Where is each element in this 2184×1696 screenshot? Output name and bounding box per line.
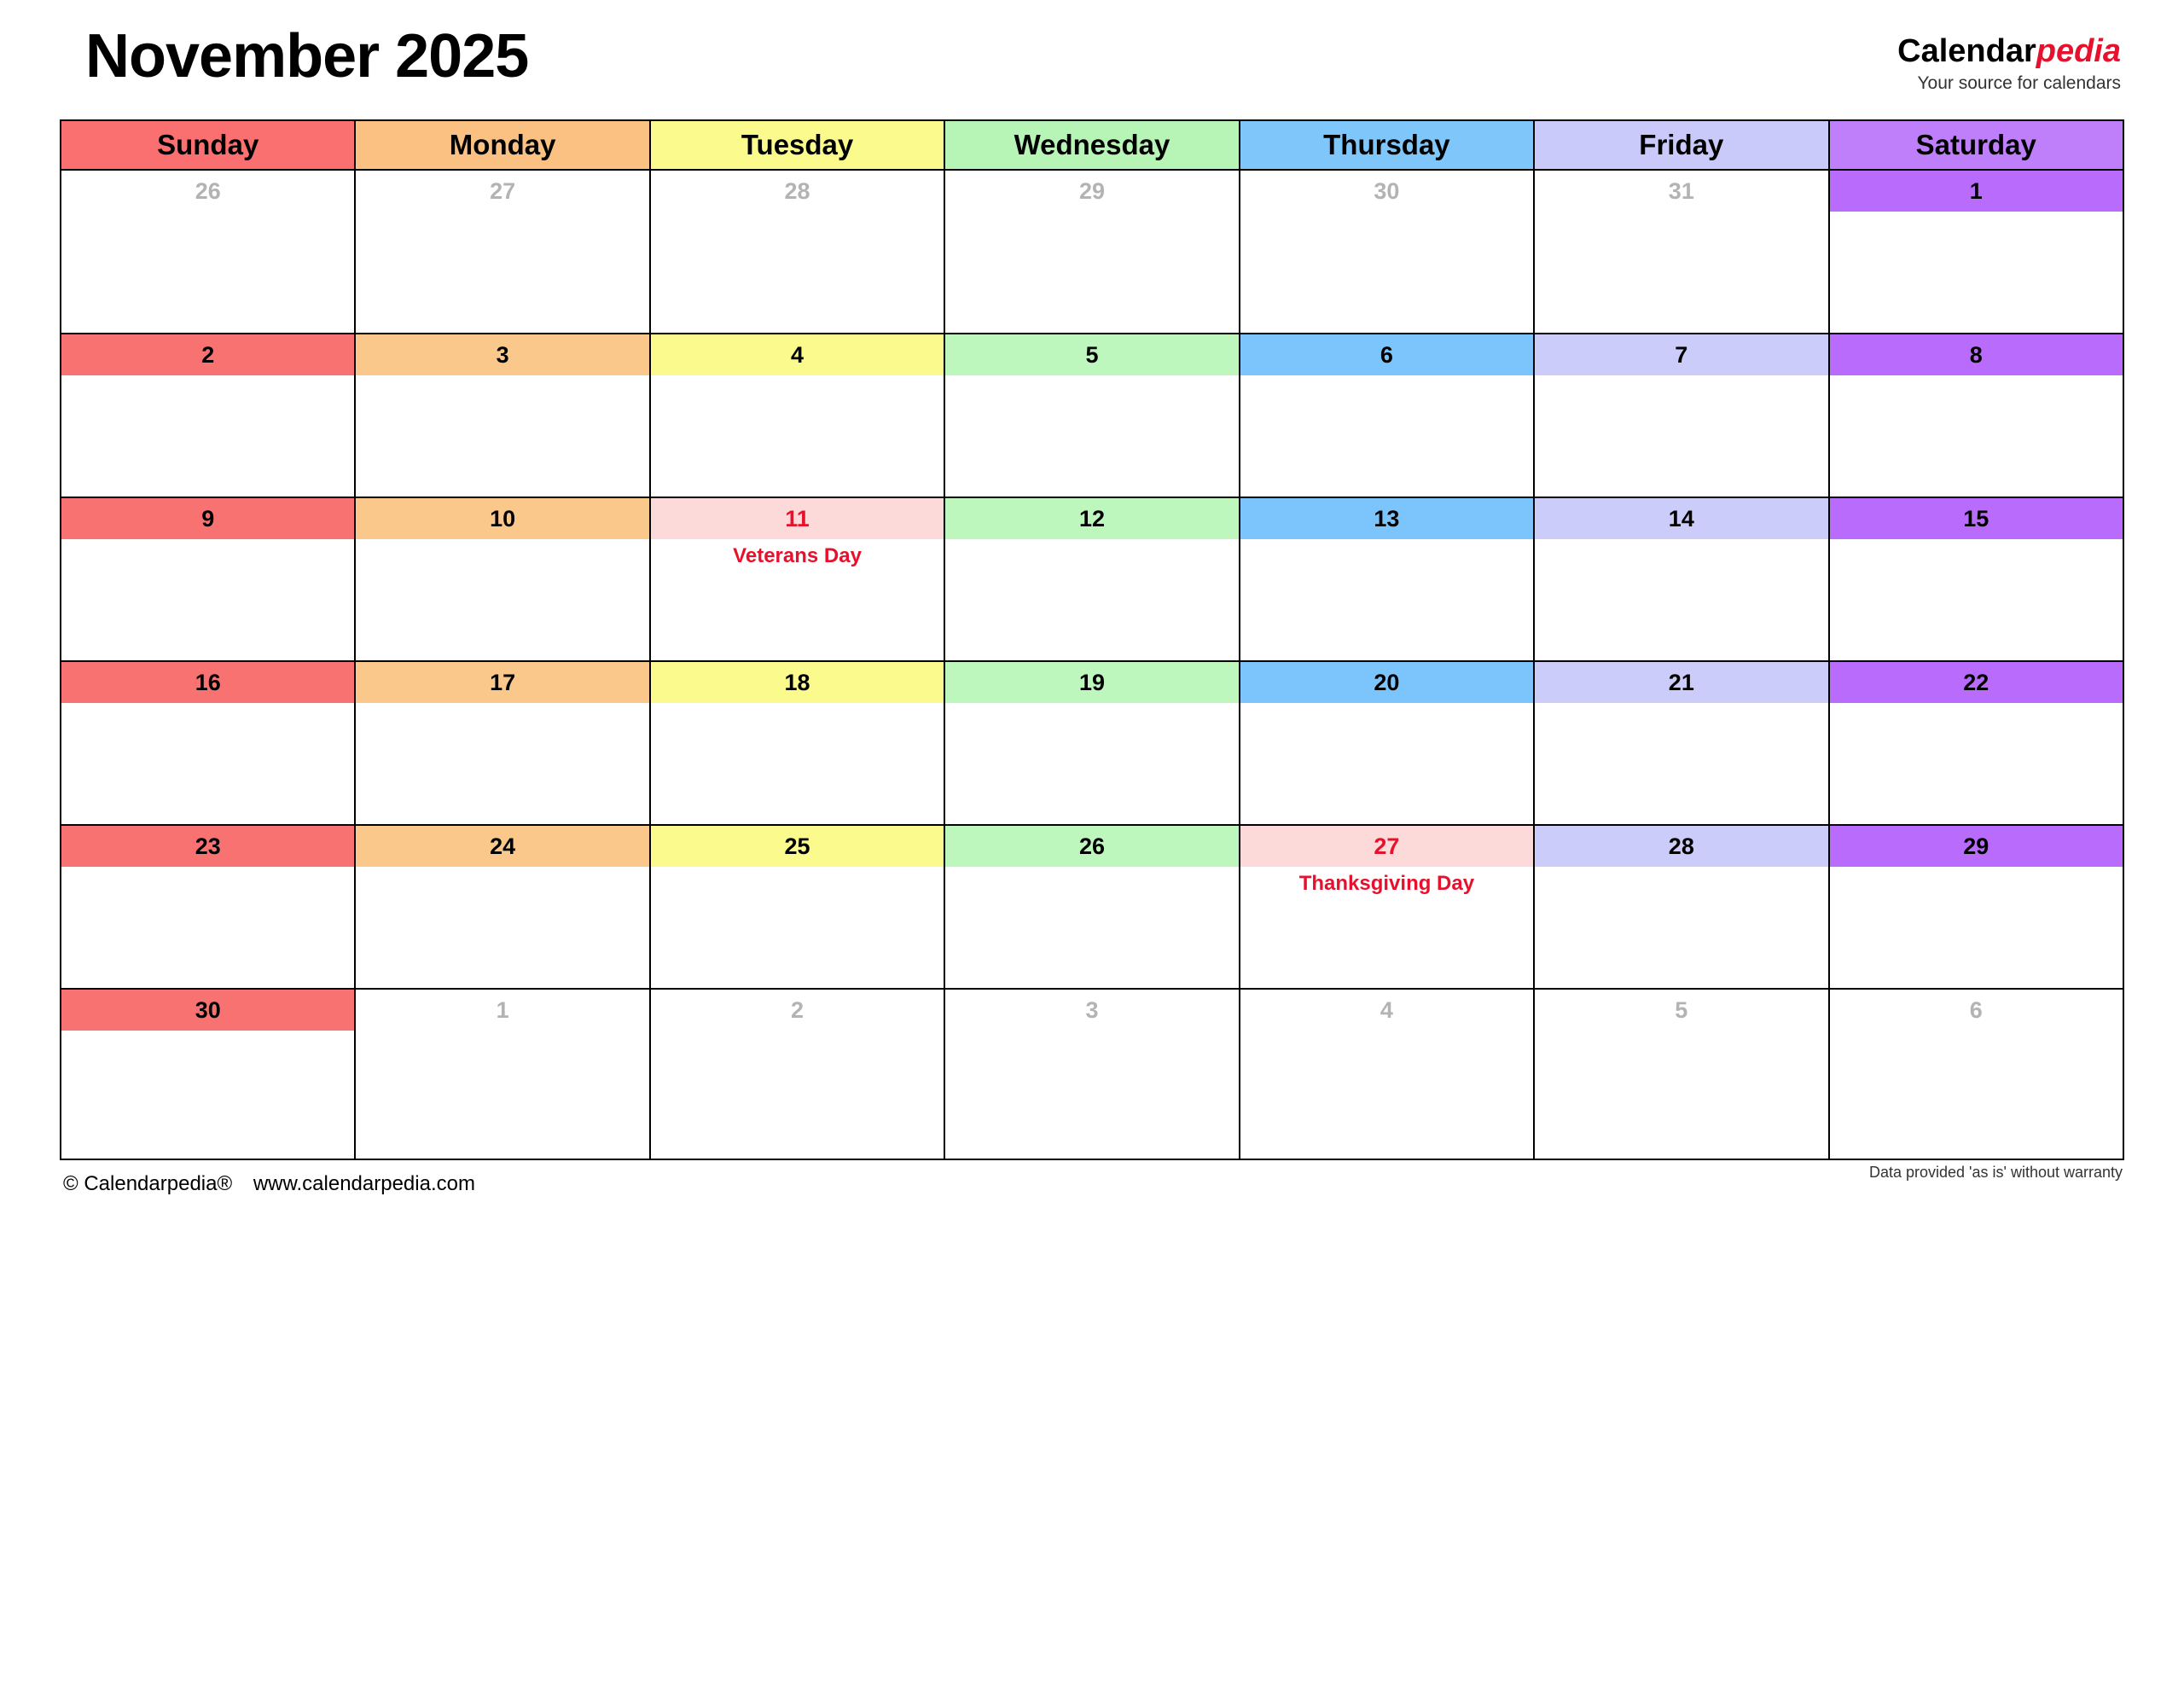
day-number: 3 <box>355 334 649 375</box>
day-cell[interactable] <box>944 375 1239 497</box>
day-number-outside: 3 <box>944 989 1239 1031</box>
weekday-header-monday: Monday <box>355 120 649 170</box>
day-cell[interactable] <box>355 1031 649 1159</box>
day-number: 16 <box>61 661 355 703</box>
day-cell[interactable] <box>650 212 944 334</box>
day-cell[interactable] <box>1534 212 1828 334</box>
day-cell[interactable] <box>944 867 1239 989</box>
day-cell[interactable] <box>944 703 1239 825</box>
day-number: 17 <box>355 661 649 703</box>
week-body-row <box>61 375 2123 497</box>
day-cell[interactable] <box>355 703 649 825</box>
week-body-row <box>61 1031 2123 1159</box>
day-cell[interactable] <box>1534 867 1828 989</box>
weekday-header-wednesday: Wednesday <box>944 120 1239 170</box>
day-number: 12 <box>944 497 1239 539</box>
calendar-grid <box>60 119 2124 1160</box>
week-body-row <box>61 539 2123 661</box>
day-cell[interactable] <box>61 867 355 989</box>
day-cell[interactable] <box>1240 1031 1534 1159</box>
day-cell[interactable] <box>650 1031 944 1159</box>
day-number-outside: 6 <box>1829 989 2123 1031</box>
day-number-outside: 5 <box>1534 989 1828 1031</box>
brand-logo <box>1897 34 2121 94</box>
weekday-header-thursday: Thursday <box>1240 120 1534 170</box>
page-header <box>60 0 2124 119</box>
day-number: 9 <box>61 497 355 539</box>
week-number-row <box>61 497 2123 539</box>
week-body-row <box>61 212 2123 334</box>
day-cell[interactable] <box>650 703 944 825</box>
brand-name-second: pedia <box>2036 33 2121 69</box>
day-cell[interactable] <box>61 1031 355 1159</box>
day-number: 30 <box>61 989 355 1031</box>
day-number-outside: 4 <box>1240 989 1534 1031</box>
weekday-header-saturday: Saturday <box>1829 120 2123 170</box>
day-number: 18 <box>650 661 944 703</box>
day-cell[interactable] <box>1534 703 1828 825</box>
day-number: 4 <box>650 334 944 375</box>
day-number-outside: 26 <box>61 170 355 212</box>
day-cell[interactable] <box>1240 539 1534 661</box>
day-number: 7 <box>1534 334 1828 375</box>
weekday-header-friday: Friday <box>1534 120 1828 170</box>
day-cell[interactable] <box>1534 375 1828 497</box>
brand-tagline: Your source for calendars <box>1917 73 2121 93</box>
day-number-outside: 31 <box>1534 170 1828 212</box>
copyright-notice <box>63 1172 475 1196</box>
day-number: 5 <box>944 334 1239 375</box>
day-number: 28 <box>1534 825 1828 867</box>
day-cell[interactable] <box>1829 867 2123 989</box>
day-cell[interactable] <box>61 375 355 497</box>
holiday-label: Veterans Day <box>733 544 862 567</box>
day-cell[interactable] <box>650 539 944 661</box>
day-cell[interactable] <box>355 867 649 989</box>
day-number: 6 <box>1240 334 1534 375</box>
week-number-row <box>61 825 2123 867</box>
day-cell[interactable] <box>61 212 355 334</box>
day-number-outside: 30 <box>1240 170 1534 212</box>
weekday-header-tuesday: Tuesday <box>650 120 944 170</box>
day-cell[interactable] <box>1240 867 1534 989</box>
weekday-header-row <box>61 120 2123 170</box>
day-cell[interactable] <box>61 703 355 825</box>
day-number: 21 <box>1534 661 1828 703</box>
day-number: 19 <box>944 661 1239 703</box>
day-number: 20 <box>1240 661 1534 703</box>
day-number: 11 <box>650 497 944 539</box>
copyright-text: © Calendarpedia® <box>63 1172 233 1195</box>
day-cell[interactable] <box>1829 212 2123 334</box>
day-cell[interactable] <box>355 212 649 334</box>
week-number-row <box>61 170 2123 212</box>
holiday-label: Thanksgiving Day <box>1298 872 1475 895</box>
day-cell[interactable] <box>944 212 1239 334</box>
page-footer <box>60 1160 2124 1211</box>
day-cell[interactable] <box>1534 539 1828 661</box>
day-cell[interactable] <box>944 539 1239 661</box>
day-number-outside: 1 <box>355 989 649 1031</box>
day-number: 24 <box>355 825 649 867</box>
day-cell[interactable] <box>355 539 649 661</box>
day-number-outside: 27 <box>355 170 649 212</box>
day-number: 27 <box>1240 825 1534 867</box>
day-cell[interactable] <box>1240 703 1534 825</box>
day-cell[interactable] <box>1829 1031 2123 1159</box>
day-number: 26 <box>944 825 1239 867</box>
day-cell[interactable] <box>1829 703 2123 825</box>
day-number: 15 <box>1829 497 2123 539</box>
week-number-row <box>61 661 2123 703</box>
day-cell[interactable] <box>61 539 355 661</box>
day-number: 13 <box>1240 497 1534 539</box>
day-cell[interactable] <box>1829 375 2123 497</box>
day-number: 22 <box>1829 661 2123 703</box>
day-number: 25 <box>650 825 944 867</box>
day-number-outside: 28 <box>650 170 944 212</box>
week-body-row <box>61 703 2123 825</box>
day-cell[interactable] <box>650 375 944 497</box>
day-cell[interactable] <box>650 867 944 989</box>
day-cell[interactable] <box>1240 212 1534 334</box>
weekday-header-sunday: Sunday <box>61 120 355 170</box>
day-number: 14 <box>1534 497 1828 539</box>
day-number: 2 <box>61 334 355 375</box>
website-link[interactable]: www.calendarpedia.com <box>253 1172 475 1195</box>
brand-name <box>1897 34 2121 70</box>
day-cell[interactable] <box>355 375 649 497</box>
day-number: 10 <box>355 497 649 539</box>
week-number-row <box>61 334 2123 375</box>
day-cell[interactable] <box>1240 375 1534 497</box>
page-title: November 2025 <box>85 22 529 90</box>
day-number: 29 <box>1829 825 2123 867</box>
warranty-note: Data provided 'as is' without warranty <box>1868 1164 2123 1181</box>
day-number: 8 <box>1829 334 2123 375</box>
day-cell[interactable] <box>1534 1031 1828 1159</box>
day-number: 23 <box>61 825 355 867</box>
day-number-outside: 29 <box>944 170 1239 212</box>
week-body-row <box>61 867 2123 989</box>
brand-name-first: Calendar <box>1897 33 2036 69</box>
day-number: 1 <box>1829 170 2123 212</box>
day-cell[interactable] <box>944 1031 1239 1159</box>
day-cell[interactable] <box>1829 539 2123 661</box>
week-number-row <box>61 989 2123 1031</box>
day-number-outside: 2 <box>650 989 944 1031</box>
